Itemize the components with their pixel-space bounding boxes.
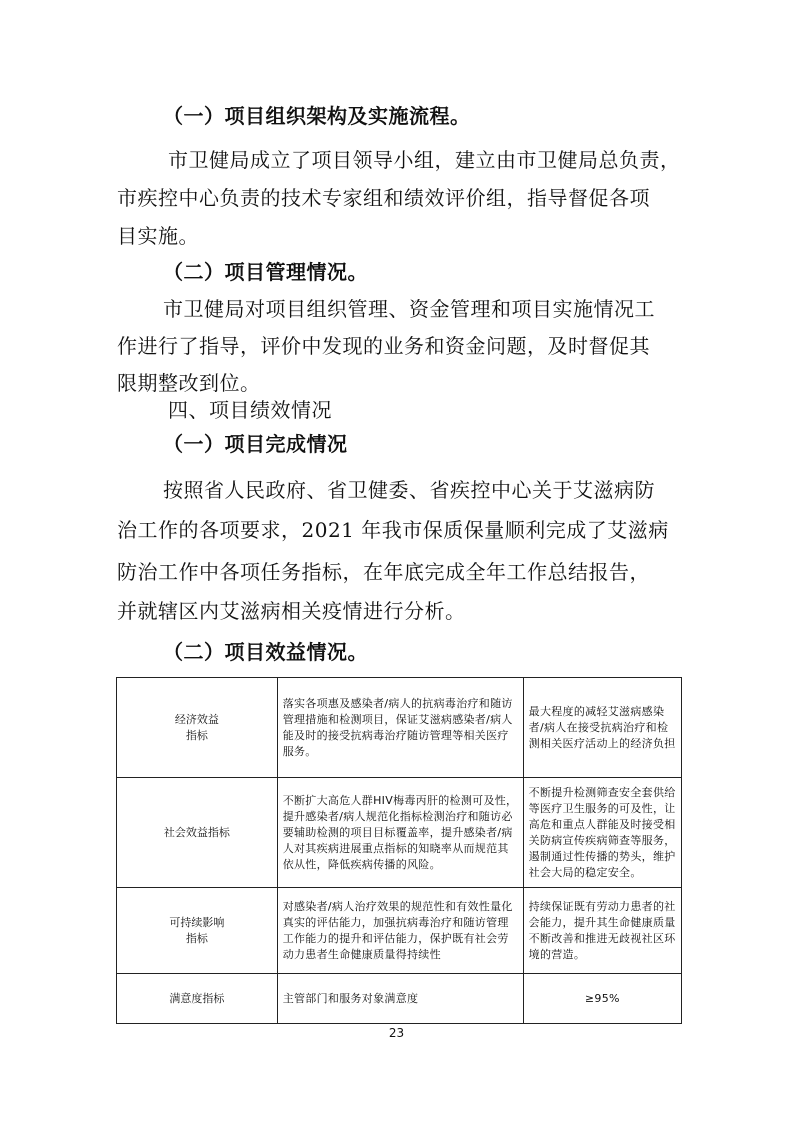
table-cell-content: 不断扩大高危人群HIV梅毒丙肝的检测可及性，提升感染者/病人规范化指标检测治疗和随访必要辅助检测的项目目标覆盖率，提升感染者/病人对其疾病进展重点指标的知晓率从而规范其依从性，降低疾病传播的风险。 <box>277 778 523 888</box>
table-cell-target: 最大程度的减轻艾滋病感染者/病人在接受抗病治疗和检测相关医疗活动上的经济负担 <box>523 678 681 778</box>
table-cell-target: ≥95% <box>523 974 681 1024</box>
benefits-table <box>116 677 682 1024</box>
table-cell-target: 不断提升检测筛查安全套供给等医疗卫生服务的可及性，让高危和重点人群能及时接受相关防病宣传疾病筛查等服务，遏制通过性传播的势头，维护社会大局的稳定安全。 <box>523 778 681 888</box>
table-cell-indicator: 满意度指标 <box>117 974 278 1024</box>
paragraph-line: 目实施。 <box>117 224 199 248</box>
paragraph-line: 治工作的各项要求，2021 年我市保质保量顺利完成了艾滋病 <box>117 518 669 542</box>
heading-benefits: （二）项目效益情况。 <box>163 640 368 664</box>
paragraph-line: 防治工作中各项任务指标，在年底完成全年工作总结报告， <box>117 560 650 584</box>
page-number: 23 <box>388 1026 405 1040</box>
heading-org-structure: （一）项目组织架构及实施流程。 <box>163 104 471 128</box>
paragraph-line: 市疾控中心负责的技术专家组和绩效评价组，指导督促各项 <box>117 186 650 210</box>
paragraph-line: 作进行了指导，评价中发现的业务和资金问题，及时督促其 <box>117 334 650 358</box>
table-row <box>117 888 682 974</box>
table-cell-content: 落实各项惠及感染者/病人的抗病毒治疗和随访管理措施和检测项目，保证艾滋病感染者/病人能及时的接受抗病毒治疗随访管理等相关医疗服务。 <box>277 678 523 778</box>
table-cell-content: 主管部门和服务对象满意度 <box>277 974 523 1024</box>
paragraph-line: 按照省人民政府、省卫健委、省疾控中心关于艾滋病防 <box>163 478 655 502</box>
table-row <box>117 974 682 1024</box>
heading-performance: 四、项目绩效情况 <box>168 398 332 422</box>
paragraph-line: 市卫健局对项目组织管理、资金管理和项目实施情况工 <box>163 297 655 321</box>
table-cell-indicator: 可持续影响 指标 <box>117 888 278 974</box>
table-cell-indicator: 社会效益指标 <box>117 778 278 888</box>
table-row <box>117 678 682 778</box>
table-row <box>117 778 682 888</box>
paragraph-line: 市卫健局成立了项目领导小组，建立由市卫健局总负责， <box>168 148 681 172</box>
heading-completion: （一）项目完成情况 <box>163 432 348 456</box>
table-cell-target: 持续保证既有劳动力患者的社会能力，提升其生命健康质量不断改善和推进无歧视社区环境的营造。 <box>523 888 681 974</box>
table-cell-content: 对感染者/病人治疗效果的规范性和有效性量化真实的评估能力，加强抗病毒治疗和随访管理工作能力的提升和评估能力，保护既有社会劳动力患者生命健康质量得持续性 <box>277 888 523 974</box>
heading-project-management: （二）项目管理情况。 <box>163 260 368 284</box>
table-cell-indicator: 经济效益 指标 <box>117 678 278 778</box>
paragraph-line: 限期整改到位。 <box>117 371 261 395</box>
paragraph-line: 并就辖区内艾滋病相关疫情进行分析。 <box>117 599 466 623</box>
